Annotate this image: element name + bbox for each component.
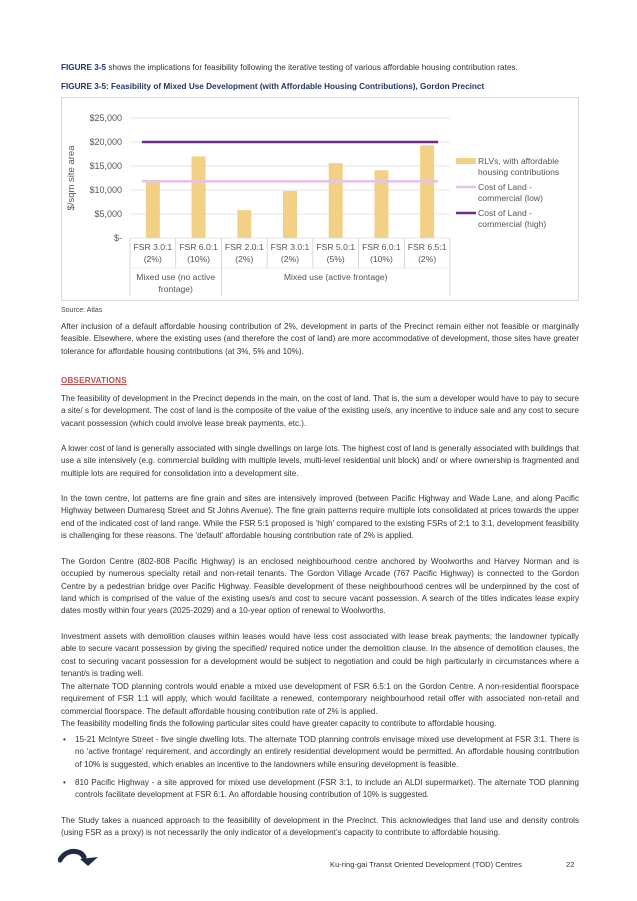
group-label: Mixed use (active frontage): [283, 272, 388, 282]
list-item: • 15-21 McIntyre Street - five single dwelling lots. The alternate TOD planning controls envisage mixed use development at FSR 3:1. There is no ‘active frontage’ requirement, and accordingly an entirely residential development would be permitted. An affordable housing contribution of 10% is suggested, which enables an incentive to the landowners while ensuring development is feasible.: [61, 734, 579, 771]
closing-paragraph: The Study takes a nuanced approach to the feasibility of development in the Precinct. This acknowledges that land use and density controls (using FSR as a proxy) is not necessarily the only indicator of a development’s capacity to contribute to affordable housing.: [61, 816, 579, 838]
y-tick-label: $5,000: [94, 209, 122, 219]
x-tick-label: (2%): [143, 254, 162, 264]
observations-heading: OBSERVATIONS: [61, 376, 127, 385]
x-tick-label: FSR 2.0:1: [224, 242, 264, 252]
x-tick-label: (5%): [326, 254, 345, 264]
intro-text: [61, 62, 579, 73]
paragraph-4: The Gordon Centre (802-808 Pacific Highway) is an enclosed neighbourhood centre anchored by Woolworths and Harvey Norman and is occupied by numerous specialty retail and non-retail tenants. The Gordon Village Arcade (767 Pacific Highway) is connected to the Gordon Centre by a pedestrian bridge over Pacific Highway. Feasible development of these neighbourhood centres will be underpinned by the cost of land which is comprised of the value of the existing uses/s and cost to secure vacant possession. A search of the titles indicates lease expiry dates mostly within four years (2025-2029) and a 10-year option of renewal to Woolworths.: [61, 557, 579, 616]
figure-ref: FIGURE 3-5: [61, 63, 107, 72]
x-tick-label: (2%): [280, 254, 300, 264]
paragraph-5: Investment assets with demolition clauses within leases would have less cost associated with lease break payments; the landowner typically able to secure vacant possession by giving the specified/ required notice under the demolition clause. In the absence of demolition clauses, the cost to securing vacant possession for a development would be subject to negotiation and could be high particularly in circumstances where a tenant/s is trading well.: [61, 632, 579, 678]
paragraph-7: The feasibility modelling finds the following particular sites could have greater capacity to contribute to affordable housing.: [61, 719, 497, 728]
brand-logo-icon: [58, 847, 102, 867]
x-tick-label: FSR 3.0:1: [133, 242, 173, 252]
x-tick-label: FSR 6.0:1: [179, 242, 218, 252]
x-tick-label: (10%): [187, 254, 211, 264]
x-tick-label: FSR 3.0:1: [270, 242, 310, 252]
bar: [283, 191, 297, 238]
y-axis-label: $/sqm site area: [66, 145, 77, 211]
legend-label: RLVs, with affordable: [478, 156, 559, 166]
x-tick-label: (10%): [369, 254, 393, 264]
intro-sentence: shows the implications for feasibility following the iterative testing of various affordable housing contribution rates.: [106, 63, 518, 72]
legend-label: commercial (low): [478, 193, 543, 203]
feasibility-chart: [62, 98, 578, 300]
y-tick-label: $20,000: [89, 137, 122, 147]
paragraph-6: The alternate TOD planning controls would enable a mixed use development of FSR 6.5:1 on the Gordon Centre. A non-residential floorspace requirement of FSR 1:1 will apply, which would facilitate a renewed, contemporary neighbourhood retail offer with associated non-retail and commercial floorspace. The default affordable housing contribution rate of 2% is applied.: [61, 682, 579, 716]
bar: [237, 210, 251, 238]
legend-label: commercial (high): [478, 219, 547, 229]
legend-label: Cost of Land -: [478, 182, 532, 192]
group-label: frontage): [158, 284, 193, 294]
y-tick-label: $-: [113, 233, 122, 243]
bar: [329, 163, 343, 238]
chart-container: [61, 97, 579, 301]
page-number: 22: [566, 860, 575, 869]
site-list: [61, 734, 579, 807]
y-tick-label: $25,000: [89, 113, 122, 123]
x-tick-label: FSR 6.0:1: [362, 242, 401, 252]
footer-title: Ku-ring-gai Transit Oriented Development (TOD) Centres: [330, 860, 522, 869]
bar: [192, 156, 206, 238]
paragraph-after-chart: After inclusion of a default affordable housing contribution of 2%, development in parts of the Precinct remain either not feasible or marginally feasible. Elsewhere, where the existing uses (and therefore the cost of land) are more accommodative of development, those sites have greater tolerance for affordable housing contributions (at 3%, 5% and 10%).: [61, 322, 579, 356]
x-tick-label: (2%): [235, 254, 254, 264]
bar: [420, 145, 434, 238]
legend-swatch: [456, 158, 476, 164]
x-tick-label: FSR 6.5:1: [407, 242, 447, 252]
y-tick-label: $15,000: [89, 161, 122, 171]
paragraph-1: The feasibility of development in the Precinct depends in the main, on the cost of land. That is, the sum a developer would have to pay to secure a site/ s for development. The cost of land is the composite of the value of the existing use/s, any incentive to induce sale and any cost to secure vacant possession (which could involve lease break payments, etc.).: [61, 394, 579, 428]
figure-title: FIGURE 3-5: Feasibility of Mixed Use Development (with Affordable Housing Contributions), Gordon Precinct: [61, 82, 485, 91]
x-tick-label: FSR 5.0:1: [316, 242, 356, 252]
y-tick-label: $10,000: [89, 185, 122, 195]
x-tick-label: (2%): [418, 254, 437, 264]
legend-label: housing contributions: [478, 167, 560, 177]
paragraph-2: A lower cost of land is generally associated with single dwellings on large lots. The highest cost of land is generally associated with buildings that use a site intensively (e.g. commercial building with multiple levels, multi-level residential unit block) and/ or where ownership is fragmented and multiple lots are required for consolidation into a development site.: [61, 444, 579, 478]
paragraph-3: In the town centre, lot patterns are fine grain and sites are intensively improved (between Pacific Highway and Wade Lane, and along Pacific Highway between Dumaresq Street and St Johns Avenue). The fine grain patterns require multiple lots consolidated at prices towards the upper end of the indicated cost of land range. While the FSR 5:1 proposed is ‘high’ compared to the existing FSRs of 2:1 to 3:1, development feasibility is challenging for these reasons. The ‘default’ affordable housing contribution rate of 2% is applied.: [61, 494, 579, 540]
group-label: Mixed use (no active: [136, 272, 216, 282]
list-item: • 810 Pacific Highway - a site approved for mixed use development (FSR 3:1, to include an ALDI supermarket). The alternate TOD planning controls facilitate development at FSR 6:1. An affordable housing contribution of 10% is suggested.: [61, 777, 579, 802]
legend-label: Cost of Land -: [478, 208, 532, 218]
bar: [146, 181, 160, 238]
source-note: Source: Atlas: [61, 307, 103, 314]
